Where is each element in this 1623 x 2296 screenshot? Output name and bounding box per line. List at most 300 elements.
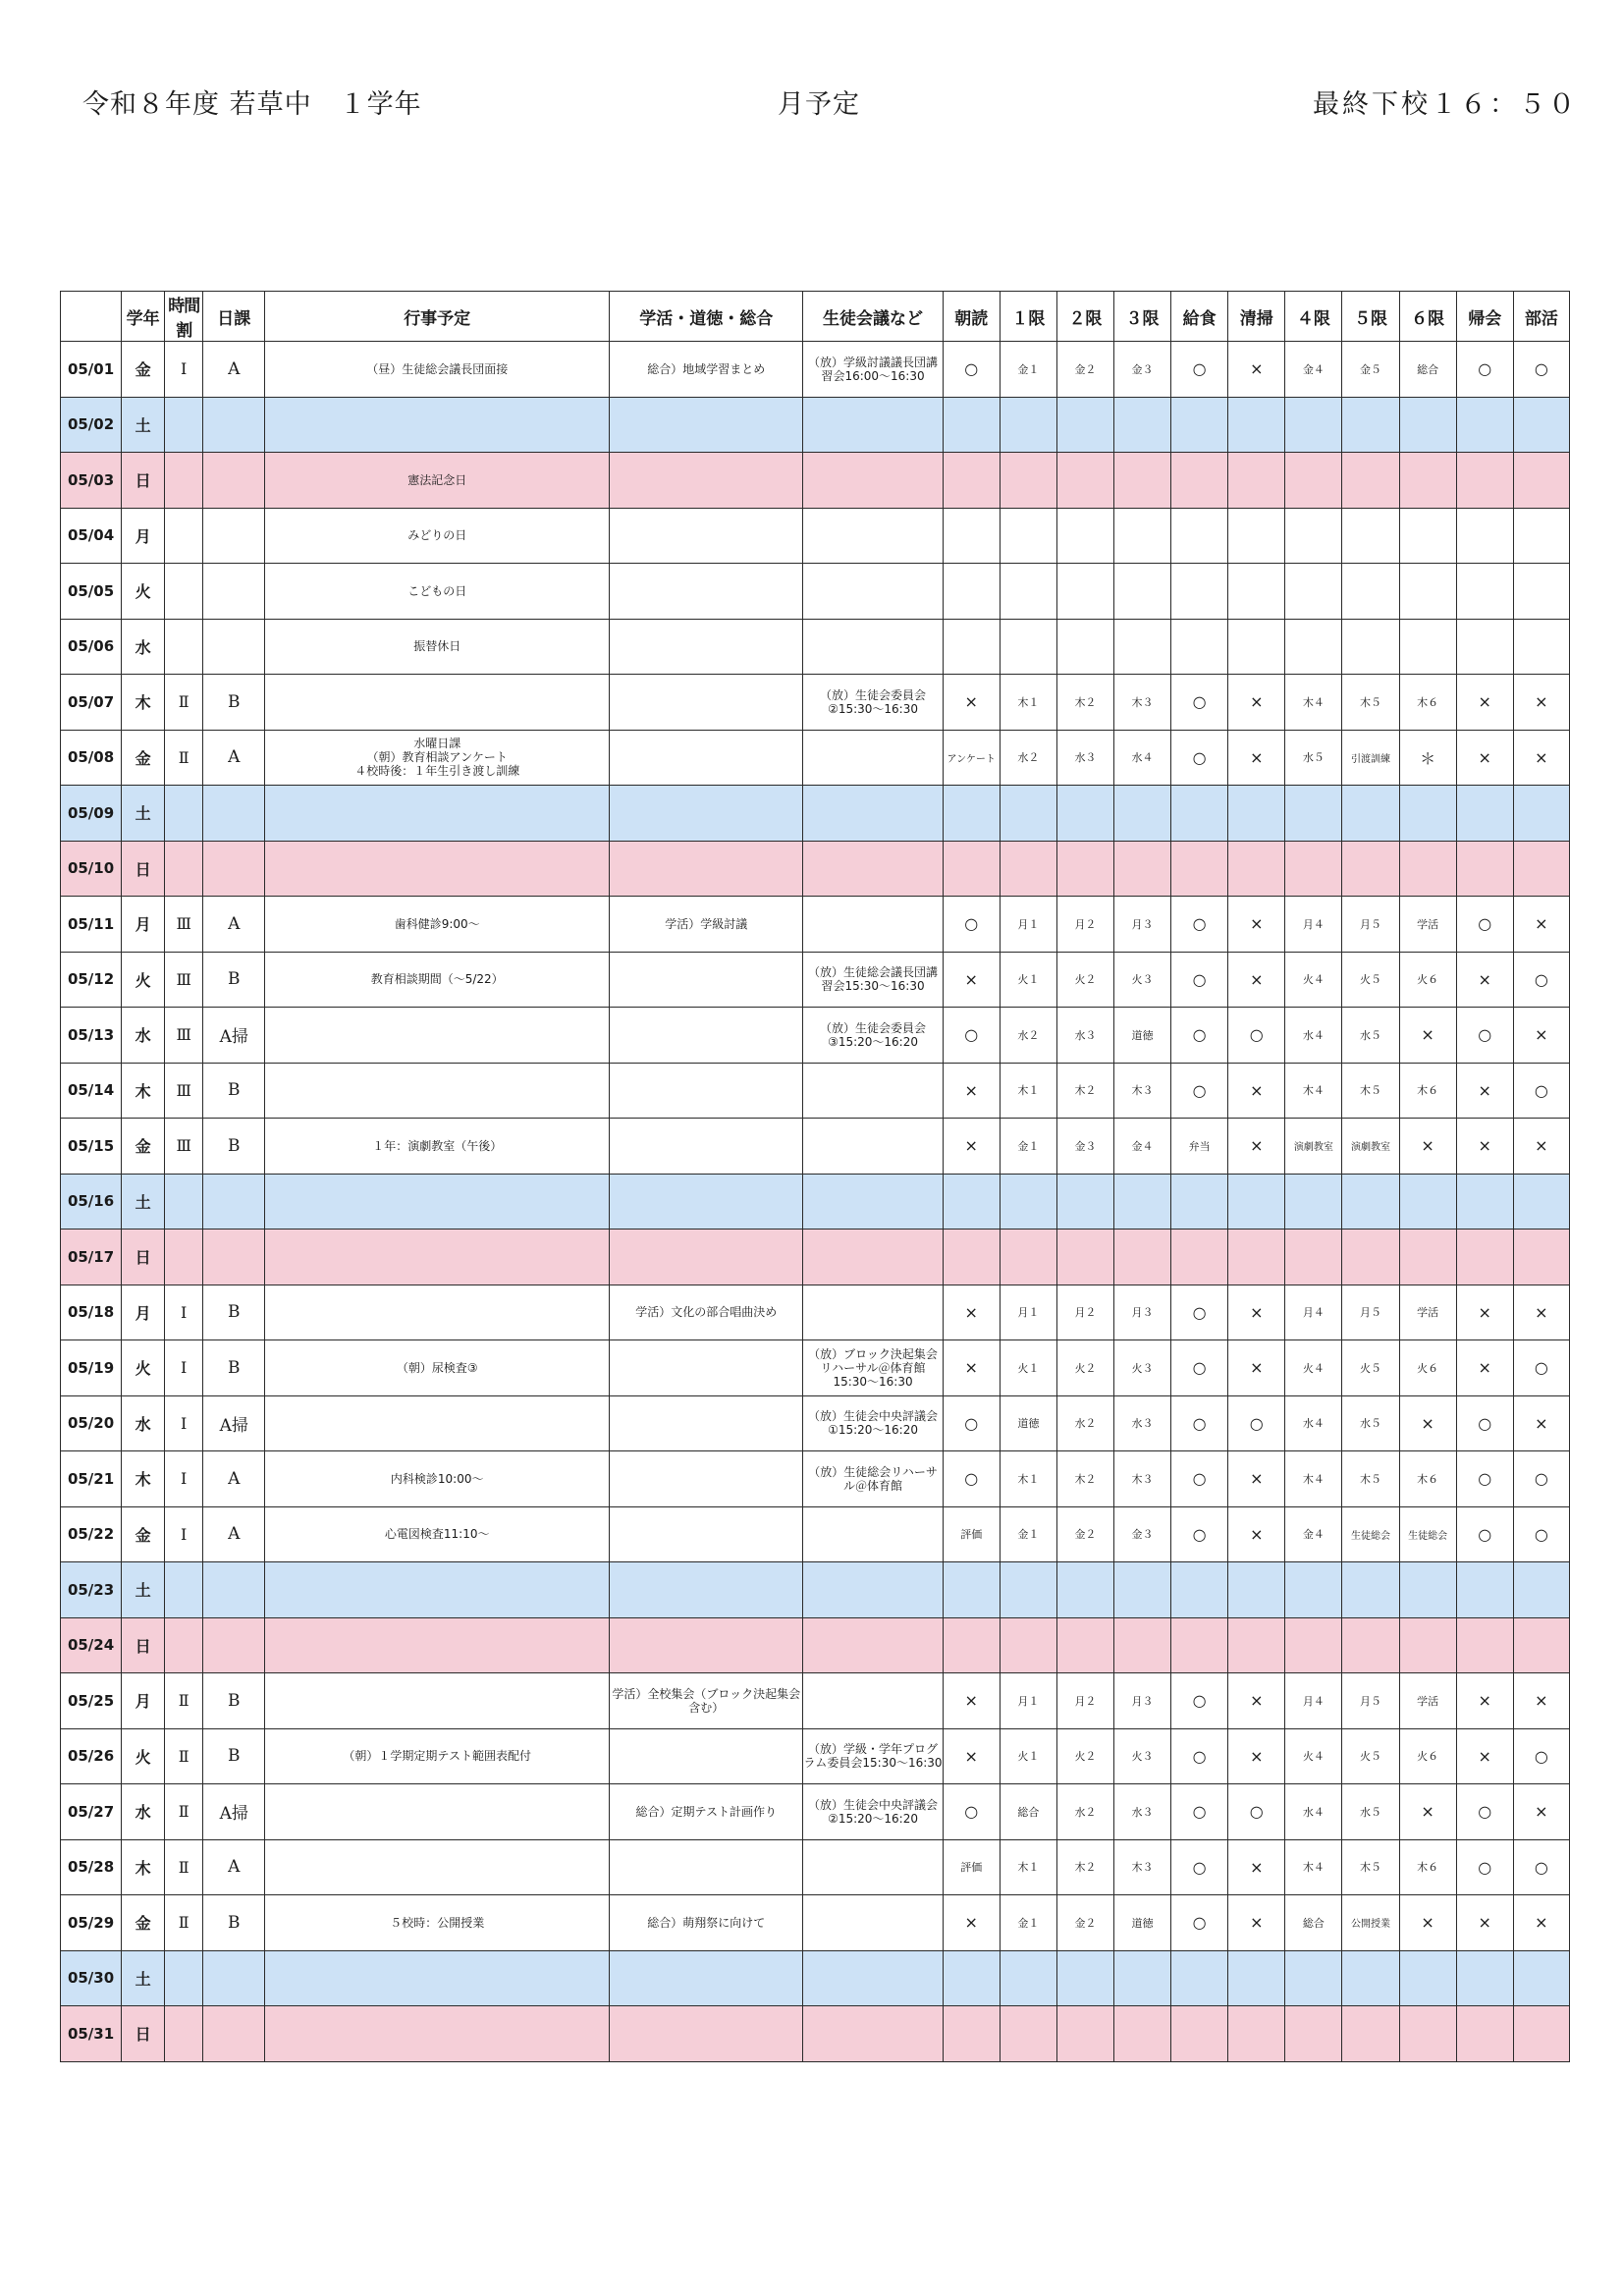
cell-council: （放）学級・学年プログラム委員会15:30～16:30 bbox=[803, 1728, 943, 1784]
cell-period-4 bbox=[1285, 1230, 1342, 1285]
cell-period-6: × bbox=[1399, 1119, 1456, 1175]
col-header-period-4: ４限 bbox=[1285, 292, 1342, 342]
cell-gakkatsu bbox=[610, 397, 803, 453]
cell-asadoku: × bbox=[943, 1673, 1000, 1729]
cell-period-3: 月３ bbox=[1114, 897, 1171, 953]
cell-period-1 bbox=[1000, 1230, 1056, 1285]
cell-gakkatsu bbox=[610, 1506, 803, 1562]
cell-events bbox=[265, 1950, 610, 2006]
cell-date: 05/04 bbox=[61, 508, 122, 564]
cell-period-5: 火５ bbox=[1342, 1340, 1399, 1396]
cell-period-6 bbox=[1399, 1230, 1456, 1285]
cell-council bbox=[803, 1174, 943, 1230]
cell-period-6 bbox=[1399, 1617, 1456, 1673]
cell-nikka bbox=[203, 1174, 265, 1230]
cell-day-of-week: 土 bbox=[122, 1562, 165, 1618]
cell-council: （放）生徒総会リハーサル＠体育館 bbox=[803, 1451, 943, 1507]
cell-period-3 bbox=[1114, 1562, 1171, 1618]
cell-date: 05/21 bbox=[61, 1451, 122, 1507]
schedule-row bbox=[61, 1950, 1570, 2006]
cell-gakkatsu bbox=[610, 1839, 803, 1895]
cell-timetable bbox=[165, 841, 203, 897]
cell-asadoku: × bbox=[943, 1063, 1000, 1119]
col-header-cleaning: 清掃 bbox=[1228, 292, 1285, 342]
cell-period-6: 木６ bbox=[1399, 1451, 1456, 1507]
cell-homeroom-end bbox=[1456, 397, 1513, 453]
cell-period-2: 金２ bbox=[1056, 342, 1113, 398]
cell-period-4 bbox=[1285, 841, 1342, 897]
cell-period-3 bbox=[1114, 786, 1171, 842]
cell-nikka bbox=[203, 1562, 265, 1618]
cell-date: 05/23 bbox=[61, 1562, 122, 1618]
cell-period-1: 木１ bbox=[1000, 1063, 1056, 1119]
col-header-period-5: ５限 bbox=[1342, 292, 1399, 342]
cell-nikka: B bbox=[203, 1285, 265, 1340]
cell-asadoku bbox=[943, 786, 1000, 842]
cell-council bbox=[803, 1950, 943, 2006]
cell-period-6: 総合 bbox=[1399, 342, 1456, 398]
cell-nikka: B bbox=[203, 1340, 265, 1396]
cell-period-5: 金５ bbox=[1342, 342, 1399, 398]
cell-gakkatsu bbox=[610, 730, 803, 786]
cell-lunch bbox=[1171, 564, 1228, 620]
cell-timetable: Ⅱ bbox=[165, 1728, 203, 1784]
cell-homeroom-end: ○ bbox=[1456, 1784, 1513, 1840]
cell-period-6: 生徒総会 bbox=[1399, 1506, 1456, 1562]
cell-club: × bbox=[1513, 897, 1569, 953]
cell-day-of-week: 月 bbox=[122, 897, 165, 953]
cell-date: 05/02 bbox=[61, 397, 122, 453]
cell-period-1: 総合 bbox=[1000, 1784, 1056, 1840]
cell-date: 05/22 bbox=[61, 1506, 122, 1562]
cell-period-5 bbox=[1342, 453, 1399, 509]
cell-homeroom-end: ○ bbox=[1456, 1395, 1513, 1451]
cell-cleaning: × bbox=[1228, 342, 1285, 398]
cell-homeroom-end: ○ bbox=[1456, 1839, 1513, 1895]
cell-date: 05/25 bbox=[61, 1673, 122, 1729]
cell-period-2 bbox=[1056, 2006, 1113, 2062]
cell-timetable: Ⅲ bbox=[165, 1008, 203, 1064]
cell-date: 05/28 bbox=[61, 1839, 122, 1895]
cell-day-of-week: 水 bbox=[122, 1784, 165, 1840]
cell-homeroom-end bbox=[1456, 786, 1513, 842]
cell-period-4 bbox=[1285, 564, 1342, 620]
cell-period-5 bbox=[1342, 619, 1399, 675]
cell-period-5: 木５ bbox=[1342, 675, 1399, 731]
cell-council bbox=[803, 1562, 943, 1618]
cell-period-6 bbox=[1399, 453, 1456, 509]
cell-period-1: 火１ bbox=[1000, 1728, 1056, 1784]
cell-timetable: Ⅰ bbox=[165, 1285, 203, 1340]
cell-period-2 bbox=[1056, 841, 1113, 897]
cell-lunch: ○ bbox=[1171, 1451, 1228, 1507]
cell-events: みどりの日 bbox=[265, 508, 610, 564]
cell-period-6: × bbox=[1399, 1784, 1456, 1840]
schedule-row bbox=[61, 1395, 1570, 1451]
cell-day-of-week: 火 bbox=[122, 952, 165, 1008]
cell-period-2: 火２ bbox=[1056, 952, 1113, 1008]
cell-events bbox=[265, 1617, 610, 1673]
cell-lunch bbox=[1171, 453, 1228, 509]
cell-day-of-week: 月 bbox=[122, 1285, 165, 1340]
cell-lunch: ○ bbox=[1171, 1285, 1228, 1340]
cell-lunch: ○ bbox=[1171, 730, 1228, 786]
cell-period-1: 道徳 bbox=[1000, 1395, 1056, 1451]
cell-nikka: A掃 bbox=[203, 1784, 265, 1840]
cell-period-2: 水３ bbox=[1056, 1008, 1113, 1064]
cell-events: 内科検診10:00～ bbox=[265, 1451, 610, 1507]
cell-homeroom-end: × bbox=[1456, 1285, 1513, 1340]
cell-period-3: 水３ bbox=[1114, 1395, 1171, 1451]
cell-period-1 bbox=[1000, 453, 1056, 509]
cell-council bbox=[803, 841, 943, 897]
cell-period-6 bbox=[1399, 564, 1456, 620]
cell-council bbox=[803, 1617, 943, 1673]
cell-period-6: 木６ bbox=[1399, 1063, 1456, 1119]
cell-period-2 bbox=[1056, 1562, 1113, 1618]
cell-cleaning: × bbox=[1228, 952, 1285, 1008]
cell-club: ○ bbox=[1513, 952, 1569, 1008]
cell-timetable: Ⅱ bbox=[165, 1839, 203, 1895]
cell-club: × bbox=[1513, 1784, 1569, 1840]
cell-date: 05/01 bbox=[61, 342, 122, 398]
cell-nikka: B bbox=[203, 1895, 265, 1951]
cell-period-5 bbox=[1342, 397, 1399, 453]
cell-date: 05/14 bbox=[61, 1063, 122, 1119]
cell-period-6 bbox=[1399, 2006, 1456, 2062]
cell-council bbox=[803, 397, 943, 453]
cell-day-of-week: 土 bbox=[122, 1950, 165, 2006]
cell-period-4: 演劇教室 bbox=[1285, 1119, 1342, 1175]
cell-period-3: 木３ bbox=[1114, 1451, 1171, 1507]
cell-date: 05/20 bbox=[61, 1395, 122, 1451]
cell-period-1: 金１ bbox=[1000, 1895, 1056, 1951]
cell-gakkatsu bbox=[610, 619, 803, 675]
cell-day-of-week: 火 bbox=[122, 564, 165, 620]
cell-gakkatsu bbox=[610, 453, 803, 509]
cell-homeroom-end bbox=[1456, 508, 1513, 564]
cell-period-4: 水４ bbox=[1285, 1784, 1342, 1840]
cell-period-6: 火６ bbox=[1399, 952, 1456, 1008]
cell-asadoku bbox=[943, 841, 1000, 897]
cell-period-3 bbox=[1114, 453, 1171, 509]
cell-timetable: Ⅲ bbox=[165, 1063, 203, 1119]
cell-period-3 bbox=[1114, 564, 1171, 620]
cell-period-3: 道徳 bbox=[1114, 1008, 1171, 1064]
cell-timetable bbox=[165, 2006, 203, 2062]
cell-date: 05/27 bbox=[61, 1784, 122, 1840]
cell-period-5 bbox=[1342, 1950, 1399, 2006]
cell-club: × bbox=[1513, 1395, 1569, 1451]
cell-gakkatsu bbox=[610, 1174, 803, 1230]
cell-timetable: Ⅰ bbox=[165, 342, 203, 398]
cell-period-2: 火２ bbox=[1056, 1728, 1113, 1784]
cell-cleaning: × bbox=[1228, 1119, 1285, 1175]
cell-club bbox=[1513, 1174, 1569, 1230]
cell-period-5: 木５ bbox=[1342, 1063, 1399, 1119]
cell-events bbox=[265, 1063, 610, 1119]
cell-council: （放）ブロック決起集会リハーサル＠体育館15:30～16:30 bbox=[803, 1340, 943, 1396]
cell-asadoku: ○ bbox=[943, 897, 1000, 953]
cell-period-4 bbox=[1285, 1950, 1342, 2006]
cell-date: 05/16 bbox=[61, 1174, 122, 1230]
cell-asadoku: × bbox=[943, 1119, 1000, 1175]
cell-homeroom-end: × bbox=[1456, 1340, 1513, 1396]
cell-asadoku: ○ bbox=[943, 1008, 1000, 1064]
cell-timetable bbox=[165, 786, 203, 842]
cell-period-6: 木６ bbox=[1399, 1839, 1456, 1895]
cell-gakkatsu: 学活）全校集会（ブロック決起集会含む） bbox=[610, 1673, 803, 1729]
cell-council bbox=[803, 1285, 943, 1340]
cell-lunch: ○ bbox=[1171, 952, 1228, 1008]
cell-period-1: 火１ bbox=[1000, 1340, 1056, 1396]
cell-period-6: 火６ bbox=[1399, 1340, 1456, 1396]
cell-cleaning bbox=[1228, 2006, 1285, 2062]
cell-club bbox=[1513, 841, 1569, 897]
schedule-row bbox=[61, 453, 1570, 509]
cell-asadoku: ○ bbox=[943, 1451, 1000, 1507]
cell-lunch: ○ bbox=[1171, 1008, 1228, 1064]
cell-club bbox=[1513, 2006, 1569, 2062]
cell-lunch: ○ bbox=[1171, 675, 1228, 731]
cell-period-4: 金４ bbox=[1285, 342, 1342, 398]
cell-day-of-week: 金 bbox=[122, 342, 165, 398]
cell-lunch: ○ bbox=[1171, 1340, 1228, 1396]
cell-cleaning: × bbox=[1228, 675, 1285, 731]
cell-club: × bbox=[1513, 730, 1569, 786]
cell-period-3 bbox=[1114, 1950, 1171, 2006]
cell-period-1 bbox=[1000, 619, 1056, 675]
cell-period-5 bbox=[1342, 841, 1399, 897]
cell-day-of-week: 水 bbox=[122, 619, 165, 675]
cell-date: 05/11 bbox=[61, 897, 122, 953]
cell-period-3: 金３ bbox=[1114, 342, 1171, 398]
cell-club: ○ bbox=[1513, 1506, 1569, 1562]
cell-cleaning: ○ bbox=[1228, 1784, 1285, 1840]
cell-date: 05/18 bbox=[61, 1285, 122, 1340]
cell-period-6 bbox=[1399, 786, 1456, 842]
cell-nikka: B bbox=[203, 1728, 265, 1784]
cell-period-1 bbox=[1000, 1950, 1056, 2006]
cell-lunch bbox=[1171, 1950, 1228, 2006]
cell-council bbox=[803, 2006, 943, 2062]
cell-period-2: 月２ bbox=[1056, 1285, 1113, 1340]
cell-period-5 bbox=[1342, 1617, 1399, 1673]
cell-date: 05/24 bbox=[61, 1617, 122, 1673]
cell-period-6 bbox=[1399, 619, 1456, 675]
cell-period-4 bbox=[1285, 1174, 1342, 1230]
cell-timetable bbox=[165, 397, 203, 453]
schedule-row bbox=[61, 508, 1570, 564]
cell-events: 憲法記念日 bbox=[265, 453, 610, 509]
cell-cleaning bbox=[1228, 397, 1285, 453]
cell-period-6: 学活 bbox=[1399, 897, 1456, 953]
cell-council: （放）生徒会中央評議会②15:20～16:20 bbox=[803, 1784, 943, 1840]
cell-period-3: 木３ bbox=[1114, 675, 1171, 731]
cell-timetable: Ⅱ bbox=[165, 730, 203, 786]
schedule-row bbox=[61, 1728, 1570, 1784]
cell-timetable bbox=[165, 1230, 203, 1285]
cell-council: （放）生徒総会議長団講習会15:30～16:30 bbox=[803, 952, 943, 1008]
cell-period-6 bbox=[1399, 397, 1456, 453]
cell-day-of-week: 木 bbox=[122, 1451, 165, 1507]
cell-period-3 bbox=[1114, 397, 1171, 453]
cell-events: 水曜日課 （朝）教育相談アンケート ４校時後：１年生引き渡し訓練 bbox=[265, 730, 610, 786]
cell-period-4 bbox=[1285, 508, 1342, 564]
cell-period-3: 道徳 bbox=[1114, 1895, 1171, 1951]
cell-period-6: 学活 bbox=[1399, 1285, 1456, 1340]
cell-homeroom-end bbox=[1456, 453, 1513, 509]
cell-date: 05/06 bbox=[61, 619, 122, 675]
cell-council bbox=[803, 564, 943, 620]
cell-period-4: 木４ bbox=[1285, 1839, 1342, 1895]
cell-events: 歯科健診9:00～ bbox=[265, 897, 610, 953]
cell-period-5: 演劇教室 bbox=[1342, 1119, 1399, 1175]
cell-homeroom-end: ○ bbox=[1456, 1008, 1513, 1064]
cell-period-4 bbox=[1285, 2006, 1342, 2062]
cell-homeroom-end: × bbox=[1456, 1119, 1513, 1175]
cell-council: （放）学級討議議長団講習会16:00～16:30 bbox=[803, 342, 943, 398]
cell-homeroom-end bbox=[1456, 1950, 1513, 2006]
cell-period-1: 火１ bbox=[1000, 952, 1056, 1008]
cell-asadoku: × bbox=[943, 952, 1000, 1008]
cell-asadoku bbox=[943, 397, 1000, 453]
cell-period-5: 木５ bbox=[1342, 1839, 1399, 1895]
cell-club bbox=[1513, 397, 1569, 453]
cell-period-2: 水２ bbox=[1056, 1784, 1113, 1840]
cell-period-6: ＊ bbox=[1399, 730, 1456, 786]
cell-homeroom-end: × bbox=[1456, 1728, 1513, 1784]
cell-cleaning bbox=[1228, 1617, 1285, 1673]
cell-period-4 bbox=[1285, 619, 1342, 675]
cell-period-1 bbox=[1000, 1617, 1056, 1673]
cell-day-of-week: 日 bbox=[122, 2006, 165, 2062]
cell-homeroom-end bbox=[1456, 2006, 1513, 2062]
cell-date: 05/30 bbox=[61, 1950, 122, 2006]
cell-homeroom-end bbox=[1456, 1617, 1513, 1673]
cell-cleaning: × bbox=[1228, 1340, 1285, 1396]
cell-timetable: Ⅰ bbox=[165, 1340, 203, 1396]
cell-period-4 bbox=[1285, 1562, 1342, 1618]
cell-period-4 bbox=[1285, 397, 1342, 453]
cell-period-1: 金１ bbox=[1000, 1119, 1056, 1175]
cell-day-of-week: 日 bbox=[122, 841, 165, 897]
header-final-dismissal: 最終下校１６：５０ bbox=[1313, 89, 1578, 120]
cell-period-5: 公開授業 bbox=[1342, 1895, 1399, 1951]
cell-period-6: 火６ bbox=[1399, 1728, 1456, 1784]
cell-council bbox=[803, 897, 943, 953]
cell-period-5: 月５ bbox=[1342, 1673, 1399, 1729]
cell-period-3: 金４ bbox=[1114, 1119, 1171, 1175]
cell-day-of-week: 日 bbox=[122, 453, 165, 509]
cell-asadoku: × bbox=[943, 675, 1000, 731]
schedule-row bbox=[61, 730, 1570, 786]
schedule-row bbox=[61, 1174, 1570, 1230]
cell-period-1 bbox=[1000, 1174, 1056, 1230]
col-header-homeroom-end: 帰会 bbox=[1456, 292, 1513, 342]
cell-nikka bbox=[203, 2006, 265, 2062]
cell-period-4: 月４ bbox=[1285, 1285, 1342, 1340]
cell-period-3: 火３ bbox=[1114, 1340, 1171, 1396]
schedule-row bbox=[61, 1008, 1570, 1064]
schedule-row bbox=[61, 1562, 1570, 1618]
cell-period-5: 生徒総会 bbox=[1342, 1506, 1399, 1562]
cell-gakkatsu bbox=[610, 1340, 803, 1396]
cell-period-2 bbox=[1056, 508, 1113, 564]
cell-day-of-week: 水 bbox=[122, 1008, 165, 1064]
cell-events bbox=[265, 397, 610, 453]
cell-club: ○ bbox=[1513, 1451, 1569, 1507]
cell-gakkatsu bbox=[610, 1728, 803, 1784]
cell-events: こどもの日 bbox=[265, 564, 610, 620]
cell-asadoku bbox=[943, 1950, 1000, 2006]
cell-club: × bbox=[1513, 1008, 1569, 1064]
cell-homeroom-end: ○ bbox=[1456, 1451, 1513, 1507]
cell-period-4: 火４ bbox=[1285, 1728, 1342, 1784]
col-header-events: 行事予定 bbox=[265, 292, 610, 342]
schedule-row bbox=[61, 1230, 1570, 1285]
cell-period-5: 木５ bbox=[1342, 1451, 1399, 1507]
cell-period-2 bbox=[1056, 1617, 1113, 1673]
cell-timetable bbox=[165, 1950, 203, 2006]
cell-period-3: 水４ bbox=[1114, 730, 1171, 786]
cell-period-2 bbox=[1056, 564, 1113, 620]
cell-period-6: × bbox=[1399, 1895, 1456, 1951]
cell-cleaning: × bbox=[1228, 897, 1285, 953]
cell-period-2 bbox=[1056, 397, 1113, 453]
cell-cleaning bbox=[1228, 453, 1285, 509]
cell-period-2: 火２ bbox=[1056, 1340, 1113, 1396]
cell-cleaning: × bbox=[1228, 1451, 1285, 1507]
cell-gakkatsu bbox=[610, 786, 803, 842]
cell-period-4: 木４ bbox=[1285, 1063, 1342, 1119]
cell-timetable bbox=[165, 619, 203, 675]
cell-date: 05/29 bbox=[61, 1895, 122, 1951]
cell-period-1 bbox=[1000, 508, 1056, 564]
cell-date: 05/19 bbox=[61, 1340, 122, 1396]
cell-events bbox=[265, 1174, 610, 1230]
monthly-schedule-table bbox=[60, 291, 1570, 2062]
cell-period-3 bbox=[1114, 508, 1171, 564]
cell-lunch: ○ bbox=[1171, 1063, 1228, 1119]
cell-club: ○ bbox=[1513, 1839, 1569, 1895]
cell-day-of-week: 金 bbox=[122, 730, 165, 786]
cell-club: × bbox=[1513, 1673, 1569, 1729]
cell-period-2: 金２ bbox=[1056, 1895, 1113, 1951]
cell-events bbox=[265, 1285, 610, 1340]
schedule-row bbox=[61, 1063, 1570, 1119]
cell-events: ５校時：公開授業 bbox=[265, 1895, 610, 1951]
schedule-row bbox=[61, 1340, 1570, 1396]
cell-period-3 bbox=[1114, 2006, 1171, 2062]
cell-homeroom-end: × bbox=[1456, 1673, 1513, 1729]
cell-period-6: 木６ bbox=[1399, 675, 1456, 731]
cell-period-1: 月１ bbox=[1000, 1285, 1056, 1340]
cell-period-4: 火４ bbox=[1285, 1340, 1342, 1396]
cell-gakkatsu bbox=[610, 1562, 803, 1618]
cell-period-1 bbox=[1000, 564, 1056, 620]
cell-period-4: 木４ bbox=[1285, 1451, 1342, 1507]
cell-club: × bbox=[1513, 1895, 1569, 1951]
cell-timetable: Ⅲ bbox=[165, 952, 203, 1008]
cell-cleaning: × bbox=[1228, 1839, 1285, 1895]
cell-timetable bbox=[165, 564, 203, 620]
cell-period-5 bbox=[1342, 564, 1399, 620]
cell-events: （朝）１学期定期テスト範囲表配付 bbox=[265, 1728, 610, 1784]
col-header-club: 部活 bbox=[1513, 292, 1569, 342]
cell-lunch: ○ bbox=[1171, 1839, 1228, 1895]
cell-period-4: 水５ bbox=[1285, 730, 1342, 786]
